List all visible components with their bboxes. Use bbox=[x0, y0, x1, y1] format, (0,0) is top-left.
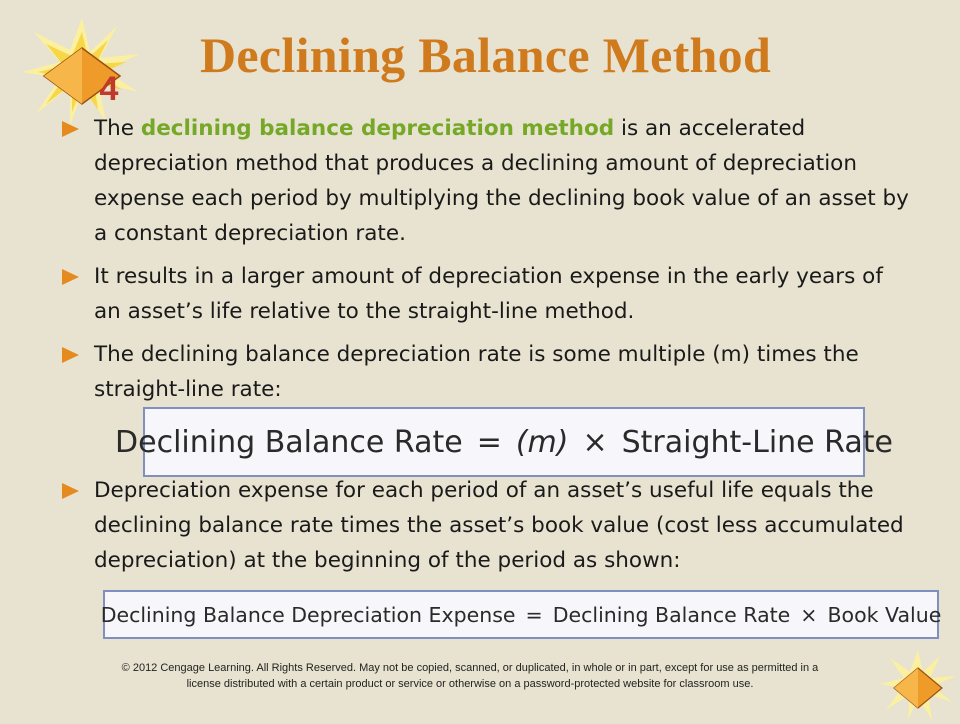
depreciation-expense-formula bbox=[100, 590, 942, 639]
copyright-footer bbox=[40, 660, 900, 692]
bullet-text-prefix: The bbox=[94, 116, 141, 141]
formula-times: × bbox=[800, 602, 818, 627]
formula-rhs: Straight-Line Rate bbox=[621, 424, 893, 460]
formula-times: × bbox=[582, 424, 608, 460]
bullet-arrow-icon bbox=[62, 269, 79, 285]
footer-line-1: © 2012 Cengage Learning. All Rights Reserved. May not be copied, scanned, or duplicated, in whole or in part, except for use as permitted in a bbox=[121, 662, 819, 674]
bullet-item bbox=[62, 473, 944, 578]
formula-lhs: Declining Balance Depreciation Expense bbox=[100, 602, 516, 627]
bullet-item bbox=[62, 259, 912, 329]
bullet-text: Depreciation expense for each period of an asset’s useful life equals the declining balance rate times the asset’s book value (cost less accumulated depreciation) at the beginning of the period as shown: bbox=[94, 478, 904, 573]
bullet-arrow-icon bbox=[62, 483, 79, 499]
highlight-term: declining balance depreciation method bbox=[140, 116, 615, 141]
formula-equals: = bbox=[476, 424, 502, 460]
formula-term2: Book Value bbox=[827, 602, 942, 627]
bullet-text: The declining balance depreciation rate is some multiple (m) times the straight-line rate: bbox=[94, 342, 859, 402]
chapter-number: 4 bbox=[99, 70, 119, 108]
corner-logo bbox=[880, 650, 956, 720]
corner-starburst-icon bbox=[880, 650, 956, 720]
formula-multiple: (m) bbox=[515, 424, 569, 460]
bullet-item bbox=[62, 111, 912, 251]
bullet-arrow-icon bbox=[62, 347, 79, 363]
formula-term1: Declining Balance Rate bbox=[552, 602, 791, 627]
formula-lhs: Declining Balance Rate bbox=[115, 424, 463, 460]
formula-equals: = bbox=[525, 602, 543, 627]
page-title: Declining Balance Method bbox=[200, 27, 772, 83]
bullet-text-suffix: is an accelerated depreciation method that produces a declining amount of depreciation expense each period by multiplying the declining book value of an asset by a constant depreciation rate. bbox=[94, 116, 909, 246]
bullet-item bbox=[62, 337, 912, 407]
bullet-list bbox=[62, 111, 912, 407]
declining-balance-rate-formula bbox=[115, 407, 893, 477]
bullet-arrow-icon bbox=[62, 121, 79, 137]
footer-line-2: license distributed with a certain product or service or otherwise on a password-protected website for classroom use. bbox=[186, 678, 754, 690]
bullet-text: It results in a larger amount of depreciation expense in the early years of an asset’s life relative to the straight-line method. bbox=[94, 264, 883, 324]
